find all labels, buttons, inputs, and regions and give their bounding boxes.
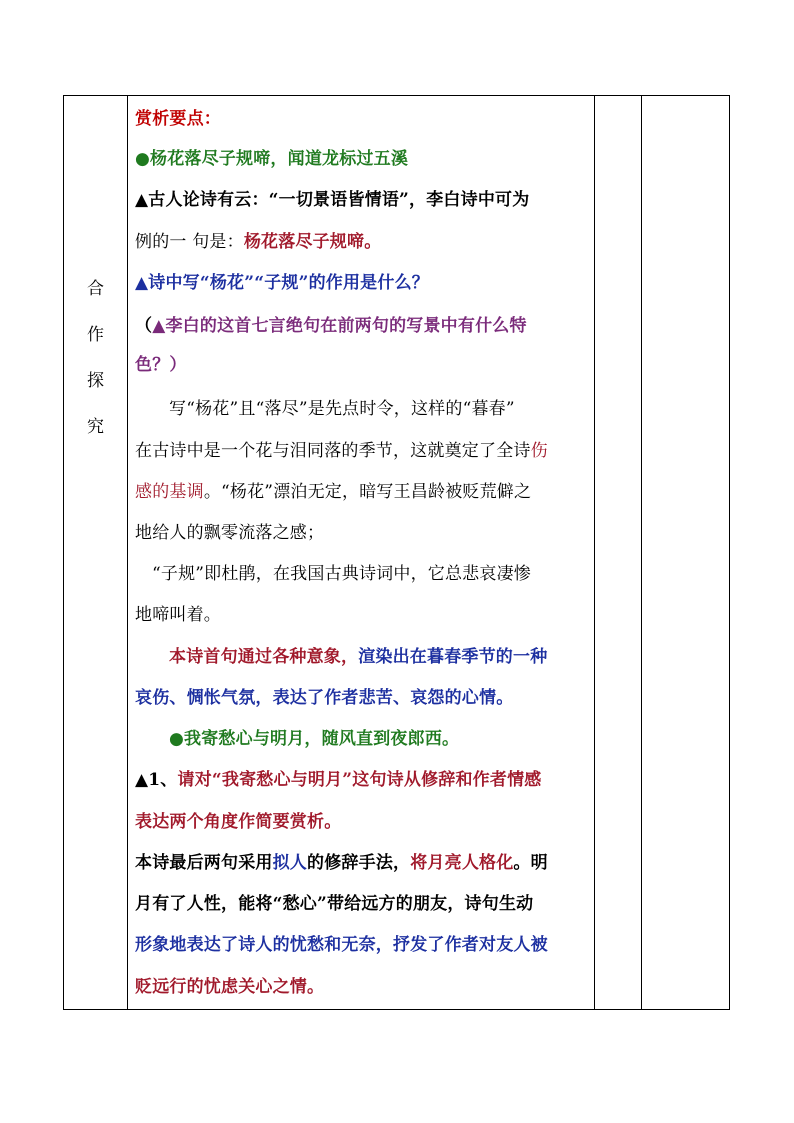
lesson-table xyxy=(63,95,730,1010)
question-4-text: 请对“我寄愁心与明月”这句诗从修辞和作者情感 xyxy=(177,770,542,790)
answer-para-1-line-1: 写“杨花”且“落尽”是先点时令，这样的“暮春” xyxy=(169,399,515,419)
highlight-shang: 伤 xyxy=(530,441,548,461)
column-divider-2 xyxy=(594,96,595,1009)
summary-line-1 xyxy=(135,647,547,667)
summary-text-2: 渲染出在暮春季节的一种 xyxy=(358,647,548,667)
column-divider-1 xyxy=(127,96,128,1009)
column-divider-3 xyxy=(641,96,642,1009)
question-1-text: 例的一 句是： xyxy=(135,232,244,252)
question-4-line-2: 表达两个角度作简要赏析。 xyxy=(135,812,342,832)
question-4-number: ▲1、 xyxy=(135,770,178,790)
answer-para-2-line-1: “子规”即杜鹃，在我国古典诗词中，它总悲哀凄惨 xyxy=(152,564,531,584)
question-3-text: 李白的这首七言绝句在前两句的写景中有什么特 xyxy=(165,316,527,336)
answer-4-line-3: 形象地表达了诗人的忧愁和无奈，抒发了作者对友人被 xyxy=(135,935,548,955)
answer-4-text-2: 的修辞手法， xyxy=(307,853,411,873)
answer-4-text-1: 本诗最后两句采用 xyxy=(135,853,273,873)
question-2: ▲诗中写“杨花”“子规”的作用是什么？ xyxy=(135,273,429,293)
highlight-moon: 将月亮人格化 xyxy=(410,853,514,873)
answer-para-1-text: 在古诗中是一个花与泪同落的季节，这就奠定了全诗 xyxy=(135,441,531,461)
question-1-line-1: ▲古人论诗有云：“一切景语皆情语”，李白诗中可为 xyxy=(135,190,530,210)
question-3-line-1 xyxy=(135,316,527,336)
summary-text-1: 本诗首句通过各种意象， xyxy=(169,647,359,667)
section-label-char-4: 究 xyxy=(87,417,104,437)
answer-4-line-4: 贬远行的忧虑关心之情。 xyxy=(135,977,325,997)
heading-analysis-points: 赏析要点： xyxy=(135,109,221,129)
paren-open: （ xyxy=(135,316,153,336)
poem-line-1: ●杨花落尽子规啼，闻道龙标过五溪 xyxy=(135,149,409,169)
answer-4-text-3: 。明 xyxy=(513,853,548,873)
triangle-icon: ▲ xyxy=(152,316,166,336)
answer-4-line-2: 月有了人性，能将“愁心”带给远方的朋友，诗句生动 xyxy=(135,894,534,914)
answer-para-1-line-2 xyxy=(135,441,548,461)
question-1-answer: 杨花落尽子规啼。 xyxy=(243,232,382,252)
poem-line-2: ●我寄愁心与明月，随风直到夜郎西。 xyxy=(169,729,460,749)
answer-4-line-1 xyxy=(135,853,548,873)
question-4-line-1 xyxy=(135,770,541,790)
section-label-column xyxy=(64,96,127,1009)
highlight-personification: 拟人 xyxy=(272,853,308,873)
question-1-line-2 xyxy=(135,232,381,252)
section-label-char-3: 探 xyxy=(87,371,104,391)
summary-line-2: 哀伤、惆怅气氛，表达了作者悲苦、哀怨的心情。 xyxy=(135,688,514,708)
answer-para-2-line-2: 地啼叫着。 xyxy=(135,605,221,625)
highlight-tone: 感的基调 xyxy=(135,482,204,502)
section-label-char-1: 合 xyxy=(87,279,104,299)
answer-para-1-line-3 xyxy=(135,482,531,502)
question-3-line-2: 色？） xyxy=(135,355,187,375)
answer-para-1-line-4: 地给人的飘零流落之感； xyxy=(135,523,325,543)
section-label-char-2: 作 xyxy=(87,325,104,345)
answer-para-1-text-2: 。“杨花”漂泊无定，暗写王昌龄被贬荒僻之 xyxy=(203,482,532,502)
